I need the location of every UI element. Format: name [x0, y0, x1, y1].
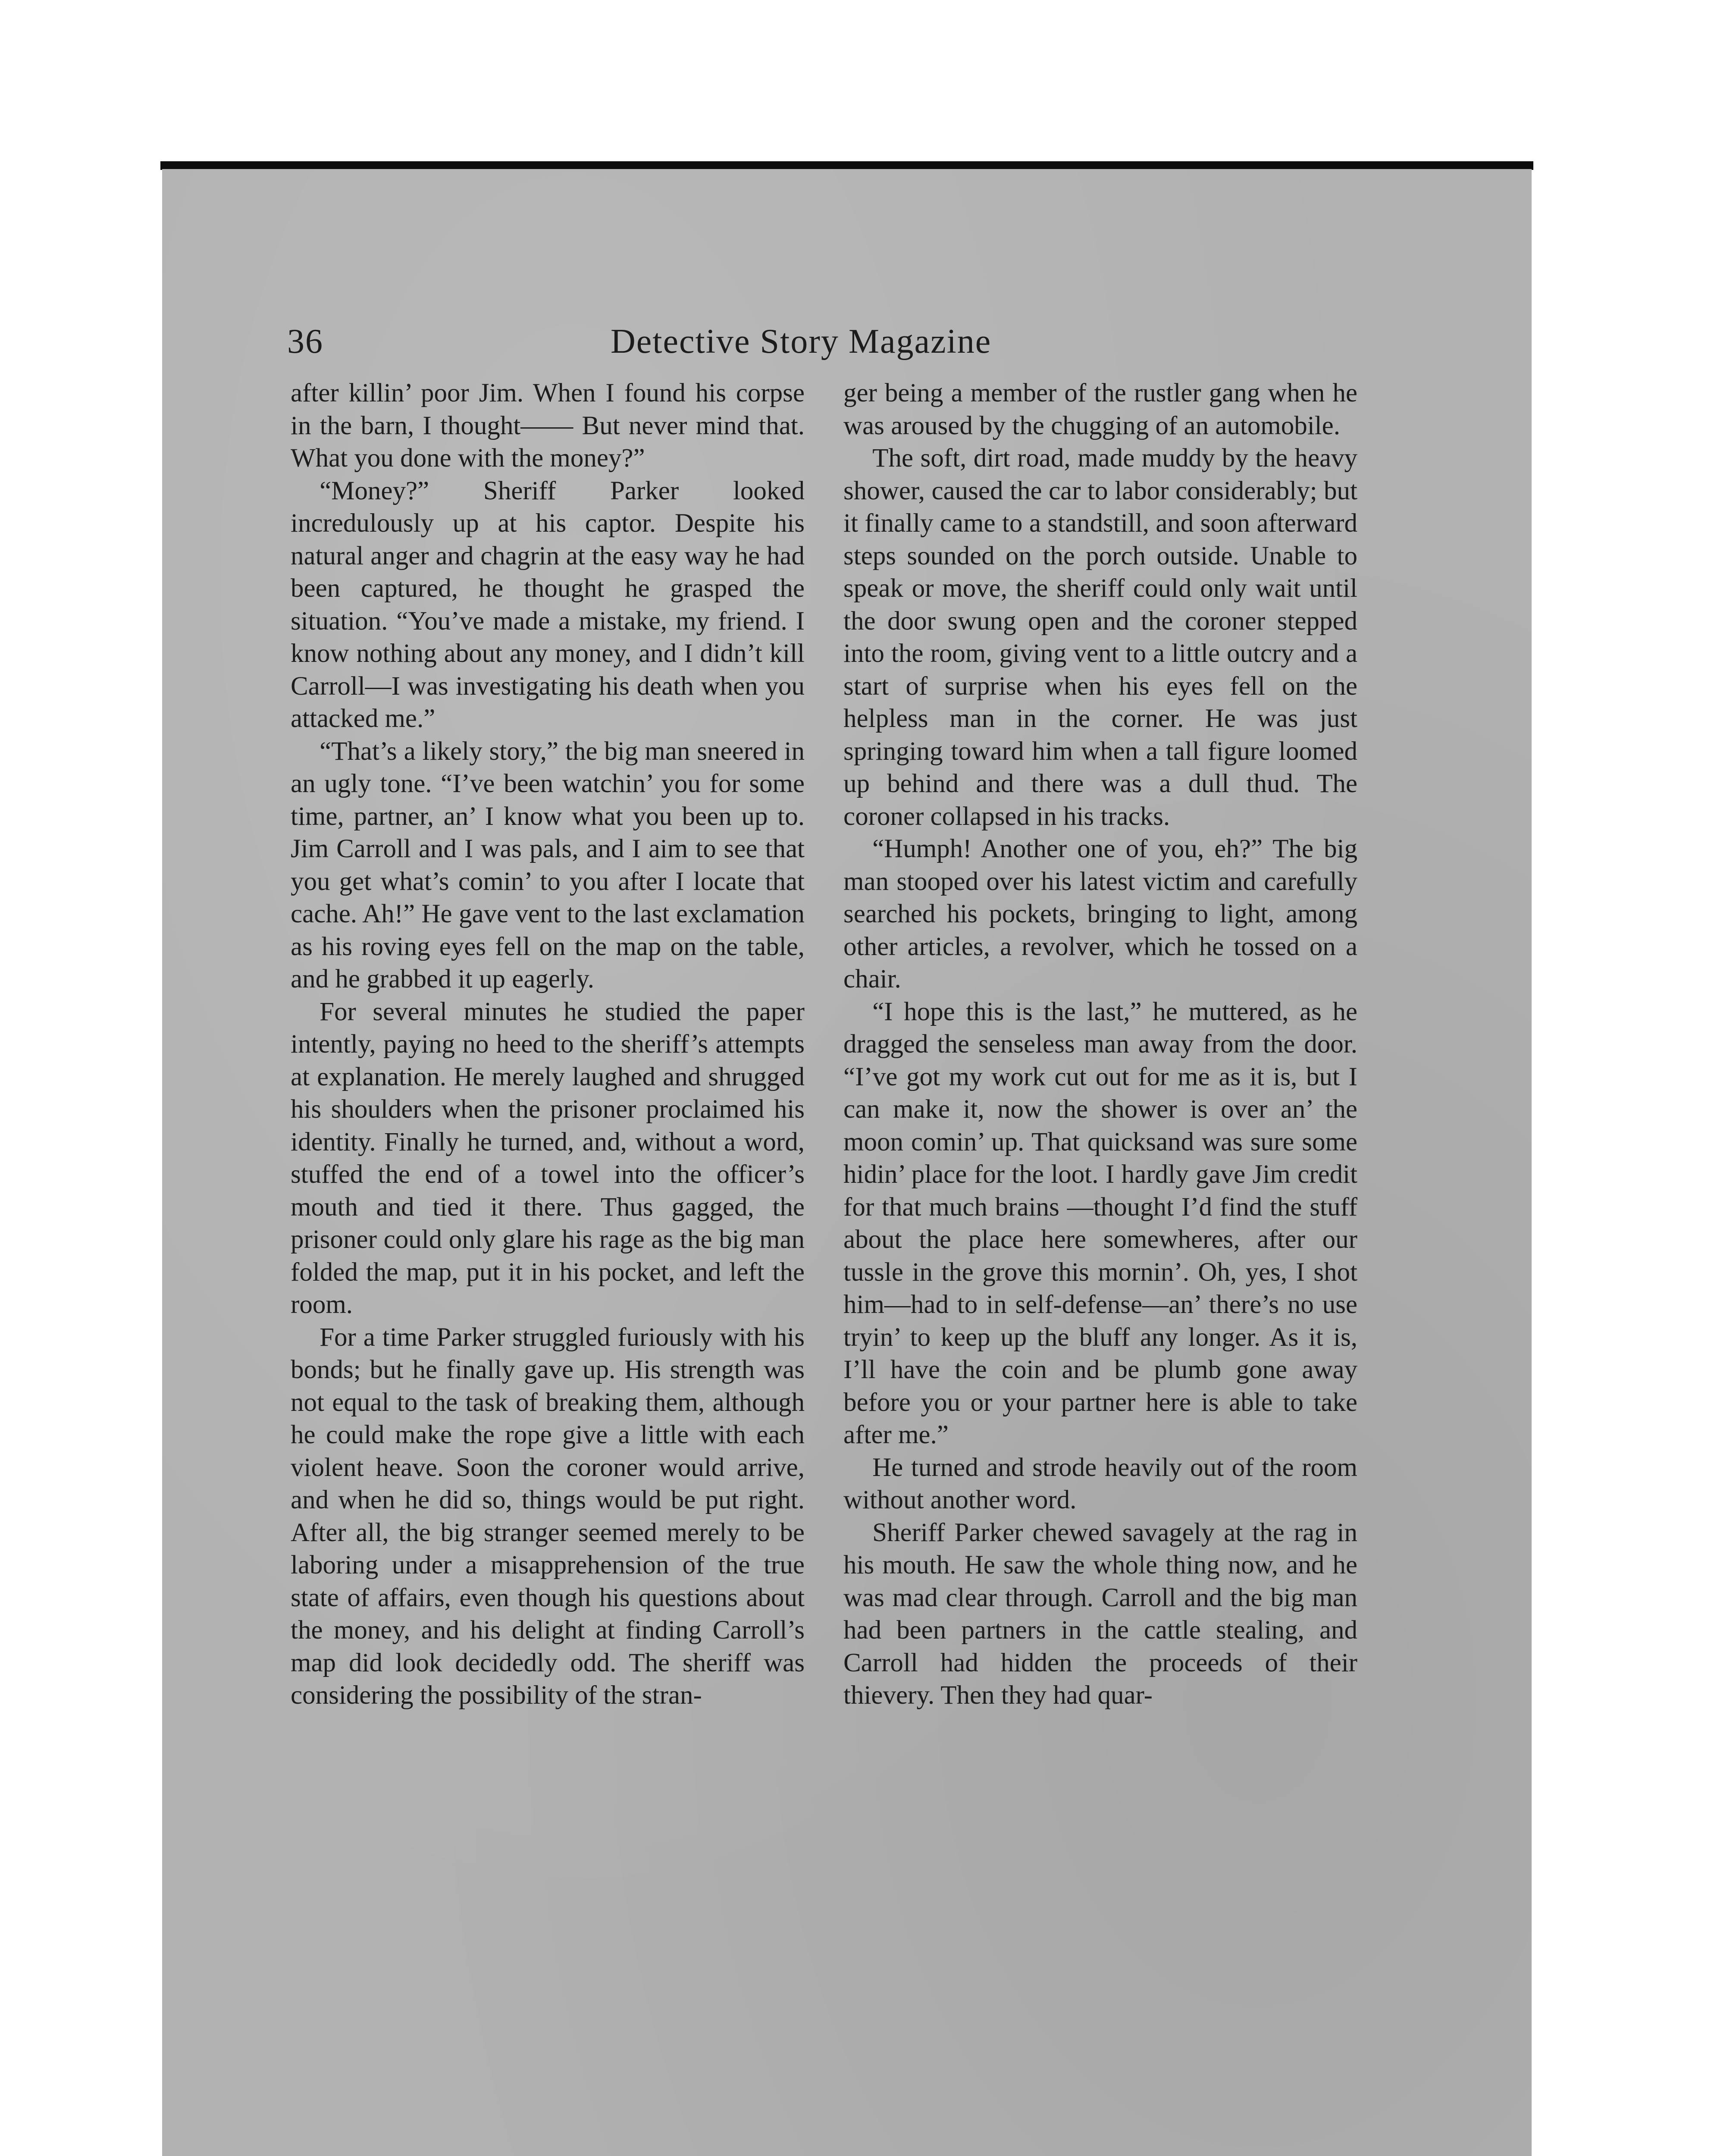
- paragraph: after killin’ poor Jim. When I found his corpse in the barn, I thought—— But never mind that. What you done with the money?”: [291, 379, 805, 473]
- page-number: 36: [287, 323, 323, 360]
- running-head: [162, 316, 1532, 367]
- page-top-edge-rule: [160, 161, 1533, 170]
- paragraph: For a time Parker struggled furiously with his bonds; but he finally gave up. His strength was not equal to the task of breaking them, although he could make the rope give a little with each violent heave. Soon the coroner would arrive, and when he did so, things would be put right. After all, the big stranger seemed merely to be laboring under a misapprehension of the true state of affairs, even though his questions about the money, and his delight at finding Carroll’s map did look decidedly odd. The sheriff was considering the possibility of the stran-: [291, 1322, 805, 1710]
- paragraph: “Money?” Sheriff Parker looked incredulously up at his captor. Despite his natural anger and chagrin at the easy way he had been captured, he thought he grasped the situation. “You’ve made a mistake, my friend. I know nothing about any money, and I didn’t kill Carroll—I was investigating his death when you attacked me.”: [291, 476, 805, 733]
- paragraph: He turned and strode heavily out of the room without another word.: [843, 1453, 1357, 1514]
- paragraph: The soft, dirt road, made muddy by the heavy shower, caused the car to labor considerably; but it finally came to a standstill, and soon afterward steps sounded on the porch outside. Unable to speak or move, the sheriff could only wait until the door swung open and the coroner stepped into the room, giving vent to a little outcry and a start of surprise when his eyes fell on the helpless man in the corner. He was just springing toward him when a tall figure loomed up behind and there was a dull thud. The coroner collapsed in his tracks.: [843, 444, 1357, 831]
- paragraph: Sheriff Parker chewed savagely at the rag in his mouth. He saw the whole thing now, and he was mad clear through. Carroll and the big man had been partners in the cattle stealing, and Carroll had hidden the proceeds of their thievery. Then they had quar-: [843, 1518, 1357, 1710]
- paragraph: ger being a member of the rustler gang when he was aroused by the chugging of an automobile.: [843, 379, 1357, 440]
- paragraph: For several minutes he studied the paper intently, paying no heed to the sheriff’s attempts at explanation. He merely laughed and shrugged his shoulders when the prisoner proclaimed his identity. Finally he turned, and, without a word, stuffed the end of a towel into the officer’s mouth and tied it there. Thus gagged, the prisoner could only glare his rage as the big man folded the map, put it in his pocket, and left the room.: [291, 997, 805, 1319]
- paragraph: “That’s a likely story,” the big man sneered in an ugly tone. “I’ve been watchin’ you for some time, partner, an’ I know what you been up to. Jim Carroll and I was pals, and I aim to see that you get what’s comin’ to you after I locate that cache. Ah!” He gave vent to the last exclamation as his roving eyes fell on the map on the table, and he grabbed it up eagerly.: [291, 736, 805, 993]
- magazine-title: Detective Story Magazine: [611, 323, 992, 360]
- right-text-column: [843, 377, 1357, 1712]
- magazine-page: [162, 169, 1532, 2156]
- paragraph: “I hope this is the last,” he muttered, as he dragged the senseless man away from the door. “I’ve got my work cut out for me as it is, but I can make it, now the shower is over an’ the moon comin’ up. That quicksand was sure some hidin’ place for the loot. I hardly gave Jim credit for that much brains —thought I’d find the stuff about the place here somewheres, after our tussle in the grove this mornin’. Oh, yes, I shot him—had to in self-defense—an’ there’s no use tryin’ to keep up the bluff any longer. As it is, I’ll have the coin and be plumb gone away before you or your partner here is able to take after me.”: [843, 997, 1357, 1449]
- paragraph: “Humph! Another one of you, eh?” The big man stooped over his latest victim and carefully searched his pockets, bringing to light, among other articles, a revolver, which he tossed on a chair.: [843, 834, 1357, 993]
- left-text-column: [291, 377, 805, 1712]
